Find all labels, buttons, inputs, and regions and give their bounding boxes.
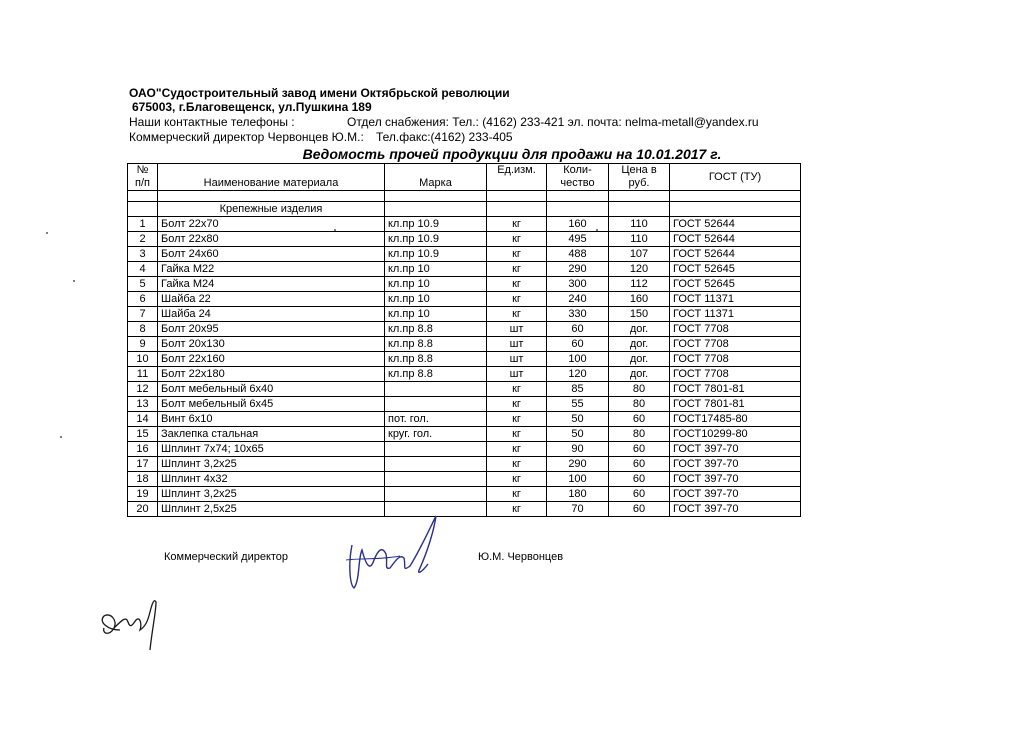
table-row <box>128 262 801 277</box>
table-row <box>128 412 801 427</box>
document-title: Ведомость прочей продукции для продажи на 10.01.2017 г. <box>302 146 722 162</box>
director-signature <box>340 510 450 600</box>
cell-price: 60 <box>609 502 670 517</box>
cell-number: 3 <box>128 247 158 262</box>
cell-material-name: Болт мебельный 6х45 <box>158 397 385 412</box>
cell-number: 10 <box>128 352 158 367</box>
cell-number: 11 <box>128 367 158 382</box>
cell-gost: ГОСТ 52644 <box>670 247 801 262</box>
cell-grade: круг. гол. <box>385 427 487 442</box>
table-row <box>128 292 801 307</box>
cell-material-name: Болт 22х160 <box>158 352 385 367</box>
cell-quantity: 85 <box>547 382 609 397</box>
cell-price: 60 <box>609 412 670 427</box>
header-qty <box>547 164 609 191</box>
cell-material-name: Болт 22х80 <box>158 232 385 247</box>
cell-unit: кг <box>487 247 547 262</box>
table-row <box>128 472 801 487</box>
cell-number: 6 <box>128 292 158 307</box>
header-unit <box>487 164 547 191</box>
cell-number: 18 <box>128 472 158 487</box>
cell-grade: кл.пр 8.8 <box>385 367 487 382</box>
cell-grade: кл.пр 8.8 <box>385 322 487 337</box>
cell-price: 60 <box>609 457 670 472</box>
cell-grade: кл.пр 10.9 <box>385 247 487 262</box>
cell-material-name: Болт 20х130 <box>158 337 385 352</box>
cell-price: 60 <box>609 472 670 487</box>
company-address: 675003, г.Благовещенск, ул.Пушкина 189 <box>132 100 372 114</box>
cell-unit: шт <box>487 367 547 382</box>
header-name-label: Наименование материала <box>203 177 339 189</box>
cell-grade <box>385 397 487 412</box>
cell-price: 150 <box>609 307 670 322</box>
cell-unit: кг <box>487 427 547 442</box>
cell-grade: кл.пр 8.8 <box>385 352 487 367</box>
cell-material-name: Болт 20х95 <box>158 322 385 337</box>
table-row <box>128 382 801 397</box>
cell-unit: кг <box>487 397 547 412</box>
header-number-line1: № <box>136 164 149 176</box>
cell-unit: шт <box>487 352 547 367</box>
cell-quantity: 488 <box>547 247 609 262</box>
cell-quantity: 160 <box>547 217 609 232</box>
header-number <box>128 164 158 191</box>
cell-grade: кл.пр 10 <box>385 307 487 322</box>
cell-material-name: Гайка М22 <box>158 262 385 277</box>
header-qty-line2: чество <box>560 177 595 189</box>
cell-unit: кг <box>487 382 547 397</box>
cell-price: 107 <box>609 247 670 262</box>
cell-gost: ГОСТ10299-80 <box>670 427 801 442</box>
table-row <box>128 232 801 247</box>
cell-grade: кл.пр 10 <box>385 292 487 307</box>
table-row <box>128 247 801 262</box>
table-header-row <box>128 164 801 191</box>
cell-gost: ГОСТ 397-70 <box>670 487 801 502</box>
scan-speck <box>60 436 62 438</box>
cell-number: 1 <box>128 217 158 232</box>
cell-unit: кг <box>487 292 547 307</box>
cell-material-name: Болт 24х60 <box>158 247 385 262</box>
cell-grade <box>385 487 487 502</box>
cell-grade: кл.пр 10.9 <box>385 217 487 232</box>
cell-price: 60 <box>609 487 670 502</box>
cell-price: дог. <box>609 367 670 382</box>
section-row <box>128 202 801 217</box>
cell-quantity: 50 <box>547 427 609 442</box>
cell-gost: ГОСТ 397-70 <box>670 457 801 472</box>
cell-unit: кг <box>487 442 547 457</box>
cell-material-name: Винт 6х10 <box>158 412 385 427</box>
cell-number: 20 <box>128 502 158 517</box>
cell-price: 80 <box>609 427 670 442</box>
table-row <box>128 457 801 472</box>
cell-unit: кг <box>487 262 547 277</box>
cell-material-name: Гайка М24 <box>158 277 385 292</box>
scan-speck <box>596 229 598 231</box>
table-row <box>128 352 801 367</box>
header-name <box>158 164 385 191</box>
scan-speck <box>334 229 336 231</box>
cell-gost: ГОСТ 397-70 <box>670 502 801 517</box>
cell-quantity: 90 <box>547 442 609 457</box>
cell-grade: кл.пр 10.9 <box>385 232 487 247</box>
cell-number: 14 <box>128 412 158 427</box>
cell-gost: ГОСТ 397-70 <box>670 442 801 457</box>
cell-price: 112 <box>609 277 670 292</box>
cell-number: 13 <box>128 397 158 412</box>
cell-gost: ГОСТ 7801-81 <box>670 397 801 412</box>
cell-quantity: 240 <box>547 292 609 307</box>
header-number-line2: п/п <box>135 177 150 189</box>
cell-price: 80 <box>609 397 670 412</box>
cell-gost: ГОСТ 52644 <box>670 232 801 247</box>
cell-number: 15 <box>128 427 158 442</box>
cell-gost: ГОСТ 11371 <box>670 292 801 307</box>
cell-grade: кл.пр 10 <box>385 262 487 277</box>
scan-speck <box>73 280 75 282</box>
scan-speck <box>46 232 48 234</box>
table-row <box>128 487 801 502</box>
spacer-row <box>128 191 801 202</box>
cell-quantity: 70 <box>547 502 609 517</box>
cell-grade: кл.пр 10 <box>385 277 487 292</box>
cell-material-name: Шплинт 4х32 <box>158 472 385 487</box>
cell-quantity: 290 <box>547 457 609 472</box>
cell-grade <box>385 472 487 487</box>
table-row <box>128 322 801 337</box>
cell-price: 110 <box>609 232 670 247</box>
cell-quantity: 55 <box>547 397 609 412</box>
header-grade <box>385 164 487 191</box>
signer-position: Коммерческий директор <box>164 551 289 563</box>
cell-material-name: Шплинт 2,5х25 <box>158 502 385 517</box>
cell-number: 16 <box>128 442 158 457</box>
cell-material-name: Болт мебельный 6х40 <box>158 382 385 397</box>
cell-gost: ГОСТ 52644 <box>670 217 801 232</box>
table-row <box>128 367 801 382</box>
cell-gost: ГОСТ 7708 <box>670 337 801 352</box>
header-unit-label: Ед.изм. <box>497 164 536 176</box>
table-row <box>128 307 801 322</box>
cell-material-name: Шайба 24 <box>158 307 385 322</box>
cell-grade <box>385 442 487 457</box>
cell-gost: ГОСТ 7801-81 <box>670 382 801 397</box>
signer-name: Ю.М. Червонцев <box>478 551 564 563</box>
cell-unit: кг <box>487 277 547 292</box>
initials-signature <box>90 590 170 660</box>
cell-grade <box>385 457 487 472</box>
cell-quantity: 50 <box>547 412 609 427</box>
cell-gost: ГОСТ 7708 <box>670 322 801 337</box>
cell-number: 2 <box>128 232 158 247</box>
header-gost-label: ГОСТ (ТУ) <box>708 170 762 183</box>
cell-price: 110 <box>609 217 670 232</box>
cell-material-name: Болт 22х70 <box>158 217 385 232</box>
cell-unit: кг <box>487 472 547 487</box>
table-row <box>128 217 801 232</box>
cell-material-name: Шплинт 7х74; 10х65 <box>158 442 385 457</box>
cell-number: 19 <box>128 487 158 502</box>
section-title: Крепежные изделия <box>158 202 385 217</box>
cell-material-name: Шплинт 3,2х25 <box>158 487 385 502</box>
table-row <box>128 337 801 352</box>
cell-grade: пот. гол. <box>385 412 487 427</box>
cell-quantity: 180 <box>547 487 609 502</box>
table-row <box>128 397 801 412</box>
cell-grade <box>385 382 487 397</box>
cell-unit: шт <box>487 337 547 352</box>
cell-gost: ГОСТ 52645 <box>670 277 801 292</box>
fax-line: Тел.факс:(4162) 233-405 <box>376 130 513 144</box>
cell-unit: кг <box>487 457 547 472</box>
cell-price: дог. <box>609 352 670 367</box>
table-row <box>128 277 801 292</box>
header-price-line2: руб. <box>628 177 650 189</box>
cell-quantity: 60 <box>547 322 609 337</box>
table-row <box>128 442 801 457</box>
cell-quantity: 290 <box>547 262 609 277</box>
cell-unit: кг <box>487 232 547 247</box>
cell-unit: шт <box>487 322 547 337</box>
cell-quantity: 300 <box>547 277 609 292</box>
header-grade-label: Марка <box>419 177 452 189</box>
cell-price: 160 <box>609 292 670 307</box>
cell-gost: ГОСТ 397-70 <box>670 472 801 487</box>
cell-price: 60 <box>609 442 670 457</box>
cell-unit: кг <box>487 217 547 232</box>
products-table <box>127 163 801 517</box>
header-qty-line1: Коли- <box>563 164 592 176</box>
director-line: Коммерческий директор Червонцев Ю.М.: <box>129 130 364 144</box>
supply-dept-contacts: Отдел снабжения: Тел.: (4162) 233-421 эл. почта: nelma-metall@yandex.ru <box>347 115 759 129</box>
cell-gost: ГОСТ 7708 <box>670 352 801 367</box>
cell-unit: кг <box>487 487 547 502</box>
cell-quantity: 100 <box>547 352 609 367</box>
header-price <box>609 164 670 191</box>
cell-material-name: Заклепка стальная <box>158 427 385 442</box>
cell-number: 7 <box>128 307 158 322</box>
cell-price: дог. <box>609 322 670 337</box>
cell-gost: ГОСТ 7708 <box>670 367 801 382</box>
cell-unit: кг <box>487 412 547 427</box>
cell-price: 80 <box>609 382 670 397</box>
cell-quantity: 330 <box>547 307 609 322</box>
cell-number: 17 <box>128 457 158 472</box>
cell-quantity: 60 <box>547 337 609 352</box>
cell-gost: ГОСТ17485-80 <box>670 412 801 427</box>
cell-gost: ГОСТ 11371 <box>670 307 801 322</box>
contacts-label: Наши контактные телефоны : <box>129 115 295 129</box>
cell-material-name: Шплинт 3,2х25 <box>158 457 385 472</box>
cell-number: 4 <box>128 262 158 277</box>
cell-number: 12 <box>128 382 158 397</box>
cell-material-name: Болт 22х180 <box>158 367 385 382</box>
table-row <box>128 427 801 442</box>
company-name: ОАО"Судостроительный завод имени Октябрьской революции <box>129 86 510 100</box>
cell-quantity: 100 <box>547 472 609 487</box>
cell-price: 120 <box>609 262 670 277</box>
cell-gost: ГОСТ 52645 <box>670 262 801 277</box>
cell-number: 5 <box>128 277 158 292</box>
cell-number: 8 <box>128 322 158 337</box>
cell-unit: кг <box>487 502 547 517</box>
cell-material-name: Шайба 22 <box>158 292 385 307</box>
cell-quantity: 495 <box>547 232 609 247</box>
table-row <box>128 502 801 517</box>
cell-number: 9 <box>128 337 158 352</box>
cell-quantity: 120 <box>547 367 609 382</box>
cell-grade: кл.пр 8.8 <box>385 337 487 352</box>
header-price-line1: Цена в <box>621 164 657 176</box>
cell-unit: кг <box>487 307 547 322</box>
cell-price: дог. <box>609 337 670 352</box>
header-gost <box>670 164 801 191</box>
